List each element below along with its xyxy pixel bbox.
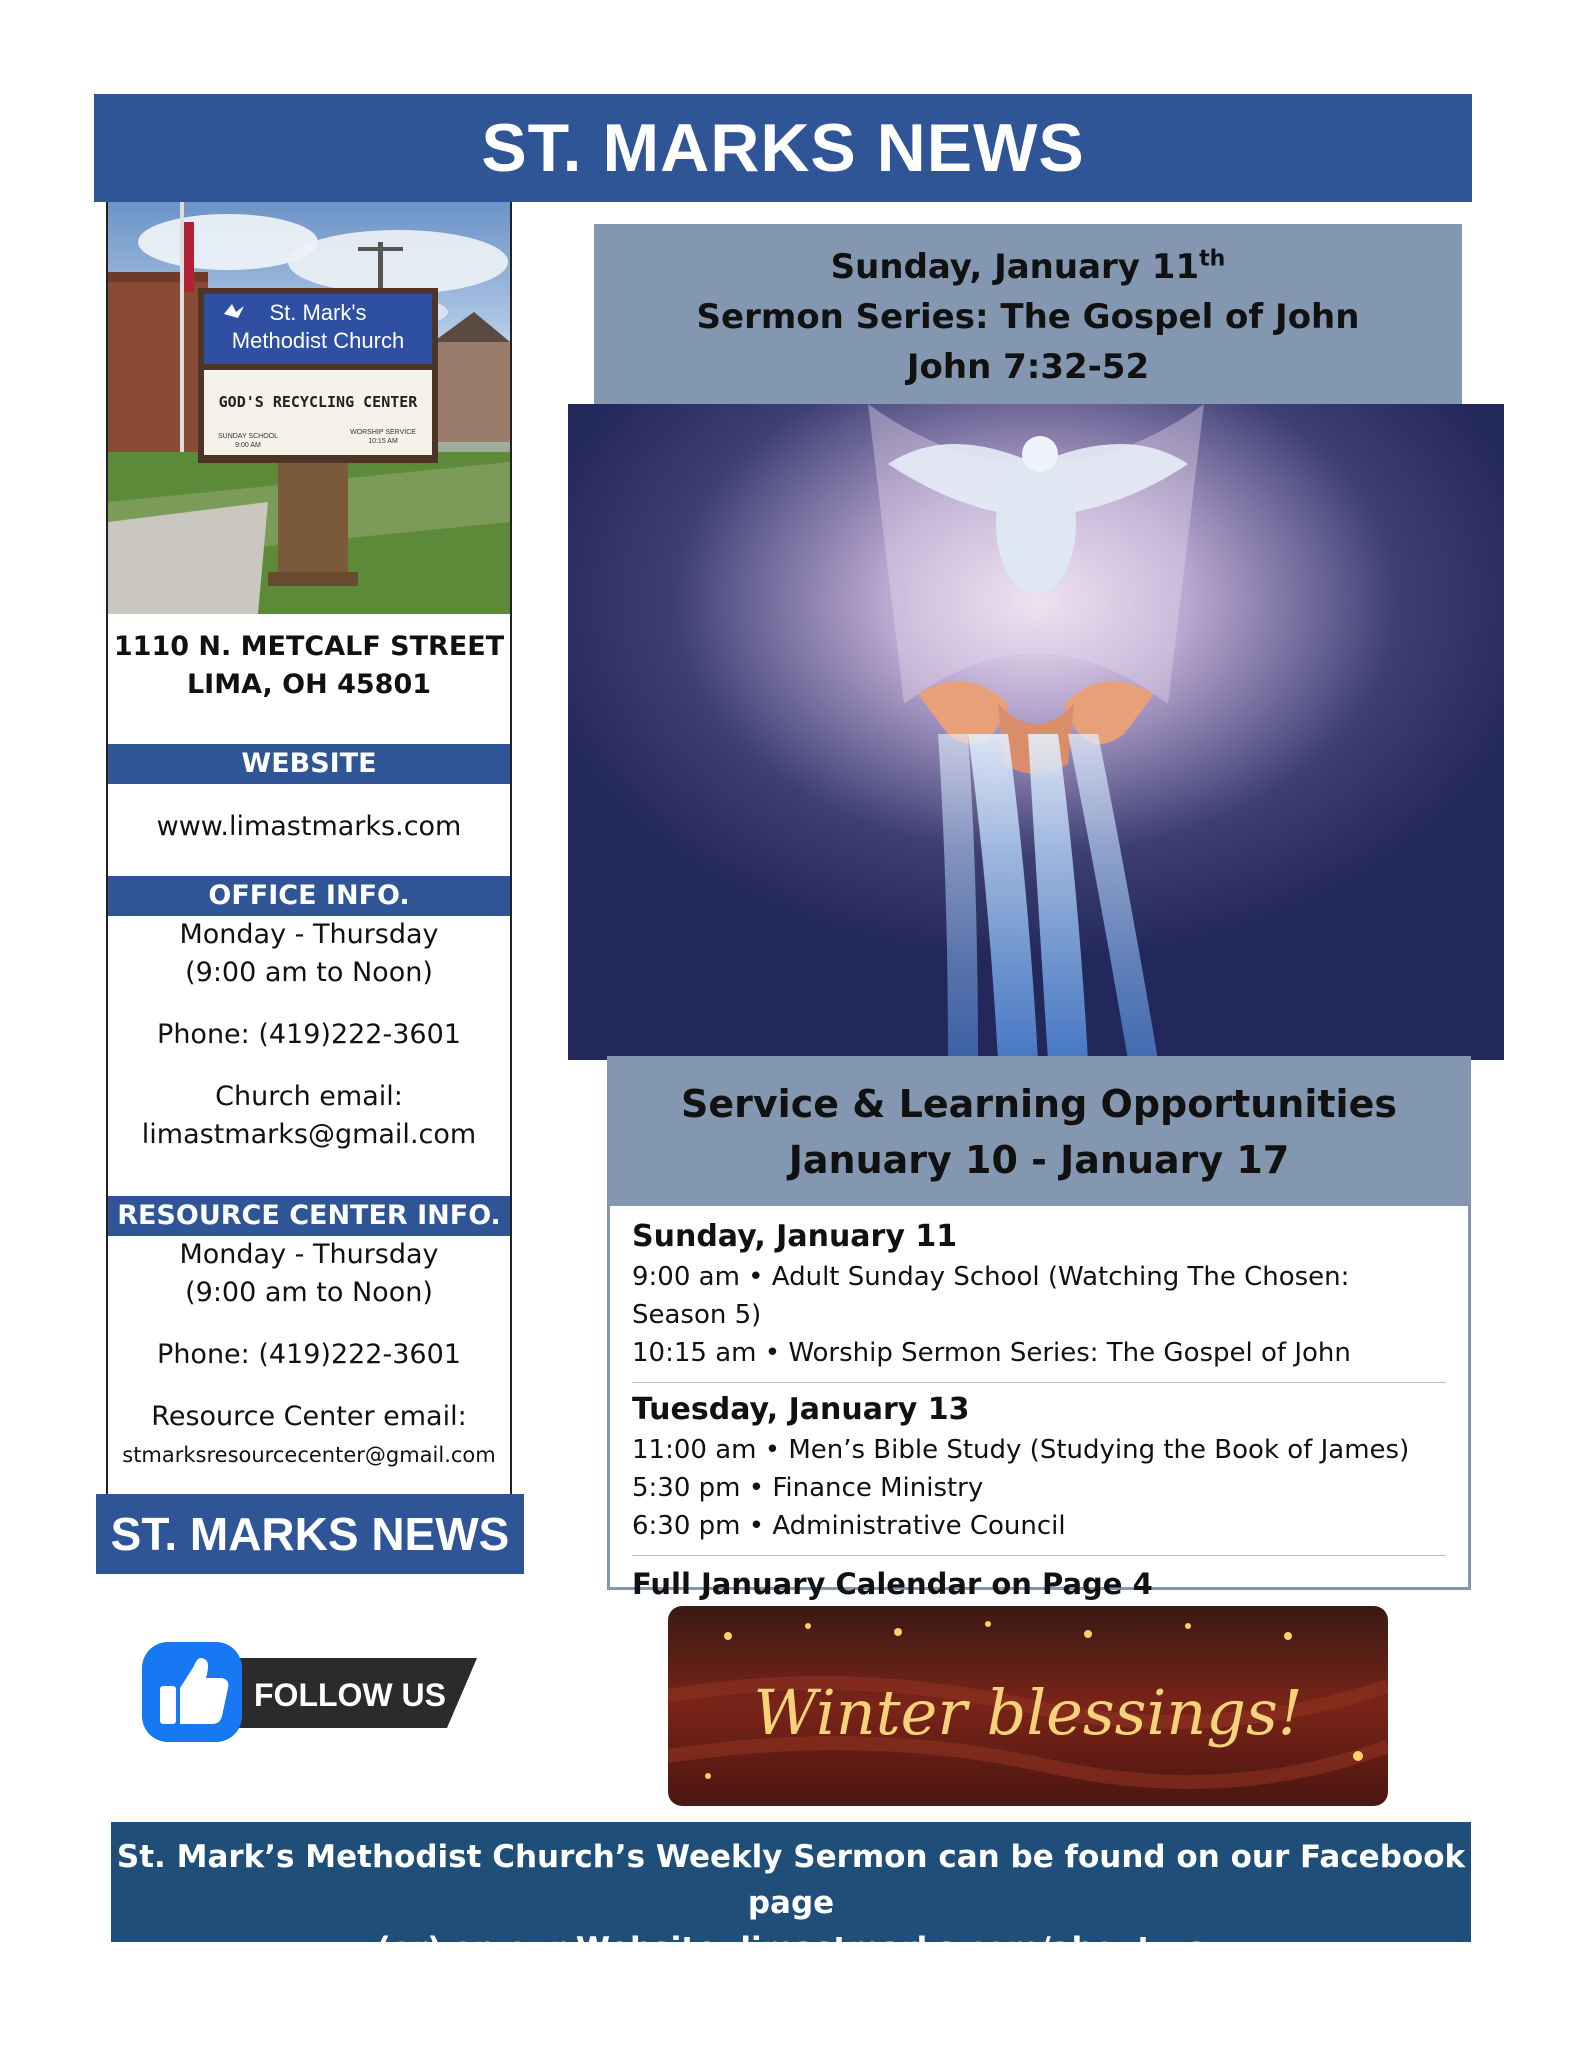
sign-line1: St. Mark's [269, 300, 367, 325]
church-address [108, 628, 510, 704]
day-title: Tuesday, January 13 [632, 1392, 970, 1427]
office-info [108, 916, 510, 1154]
address-line1: 1110 N. METCALF STREET [113, 631, 505, 662]
masthead [94, 94, 1472, 202]
service-range: January 10 - January 17 [788, 1138, 1290, 1182]
event-item: 10:15 am • Worship Sermon Series: The Gospel of John [632, 1338, 1351, 1368]
follow-us-button[interactable] [142, 1636, 477, 1746]
sign-left-time: 9:00 AM [235, 442, 261, 449]
full-calendar-note: Full January Calendar on Page 4 [632, 1567, 1153, 1601]
resource-center-info [108, 1236, 510, 1474]
resource-center-header: RESOURCE CENTER INFO. [108, 1196, 510, 1236]
resource-hours: (9:00 am to Noon) [185, 1277, 433, 1308]
resource-email[interactable]: stmarksresourcecenter@gmail.com [122, 1443, 496, 1467]
winter-blessings-banner [668, 1606, 1388, 1806]
footer-line2[interactable]: (or) on our Website: limastmarks.com/about-us [376, 1931, 1206, 1967]
resource-phone: Phone: (419)222-3601 [157, 1339, 461, 1370]
news-badge: ST. MARKS NEWS [96, 1494, 524, 1574]
sign-right-label: WORSHIP SERVICE [350, 429, 416, 436]
service-schedule [607, 1206, 1471, 1601]
event-item: 11:00 am • Men’s Bible Study (Studying the Book of James) [632, 1435, 1410, 1465]
footer-line1: St. Mark’s Methodist Church’s Weekly Sermon can be found on our Facebook page [116, 1839, 1466, 1921]
office-phone: Phone: (419)222-3601 [157, 1019, 461, 1050]
service-title: Service & Learning Opportunities [681, 1082, 1397, 1126]
website-url[interactable]: www.limastmarks.com [156, 811, 462, 842]
office-info-header: OFFICE INFO. [108, 876, 510, 916]
address-line2: LIMA, OH 45801 [186, 669, 432, 700]
website-header: WEBSITE [108, 744, 510, 784]
church-sign-photo [108, 202, 510, 614]
church-email[interactable]: limastmarks@gmail.com [141, 1119, 477, 1150]
resource-email-label: Resource Center email: [151, 1401, 467, 1432]
sermon-passage: John 7:32-52 [906, 347, 1150, 387]
divider [632, 1555, 1446, 1556]
church-sign-illustration [108, 202, 510, 614]
dove-hands-image [568, 404, 1504, 1060]
event-item: 6:30 pm • Administrative Council [632, 1511, 1066, 1541]
sermon-box [594, 224, 1462, 418]
divider [632, 1382, 1446, 1383]
sign-line2: Methodist Church [231, 328, 405, 353]
event-item: 9:00 am • Adult Sunday School (Watching The Chosen: Season 5) [632, 1262, 1350, 1330]
follow-us-label: FOLLOW US [254, 1677, 446, 1713]
winter-blessings-text: Winter blessings! [753, 1676, 1303, 1749]
sign-left-label: SUNDAY SCHOOL [217, 433, 279, 440]
resource-days: Monday - Thursday [179, 1239, 439, 1270]
event-item: 5:30 pm • Finance Ministry [632, 1473, 984, 1503]
sermon-series: Sermon Series: The Gospel of John [696, 297, 1360, 337]
newsletter-title: ST. MARKS NEWS [481, 110, 1085, 186]
office-days: Monday - Thursday [179, 919, 439, 950]
sign-right-time: 10:15 AM [368, 438, 398, 445]
sidebar [106, 202, 512, 1502]
day-title: Sunday, January 11 [632, 1219, 958, 1254]
church-email-label: Church email: [215, 1081, 403, 1112]
sign-marquee: GOD'S RECYCLING CENTER [218, 393, 418, 411]
sermon-date: Sunday, January 11th [830, 246, 1226, 287]
service-header [607, 1056, 1471, 1206]
office-hours: (9:00 am to Noon) [185, 957, 433, 988]
footer-banner [111, 1822, 1471, 1967]
